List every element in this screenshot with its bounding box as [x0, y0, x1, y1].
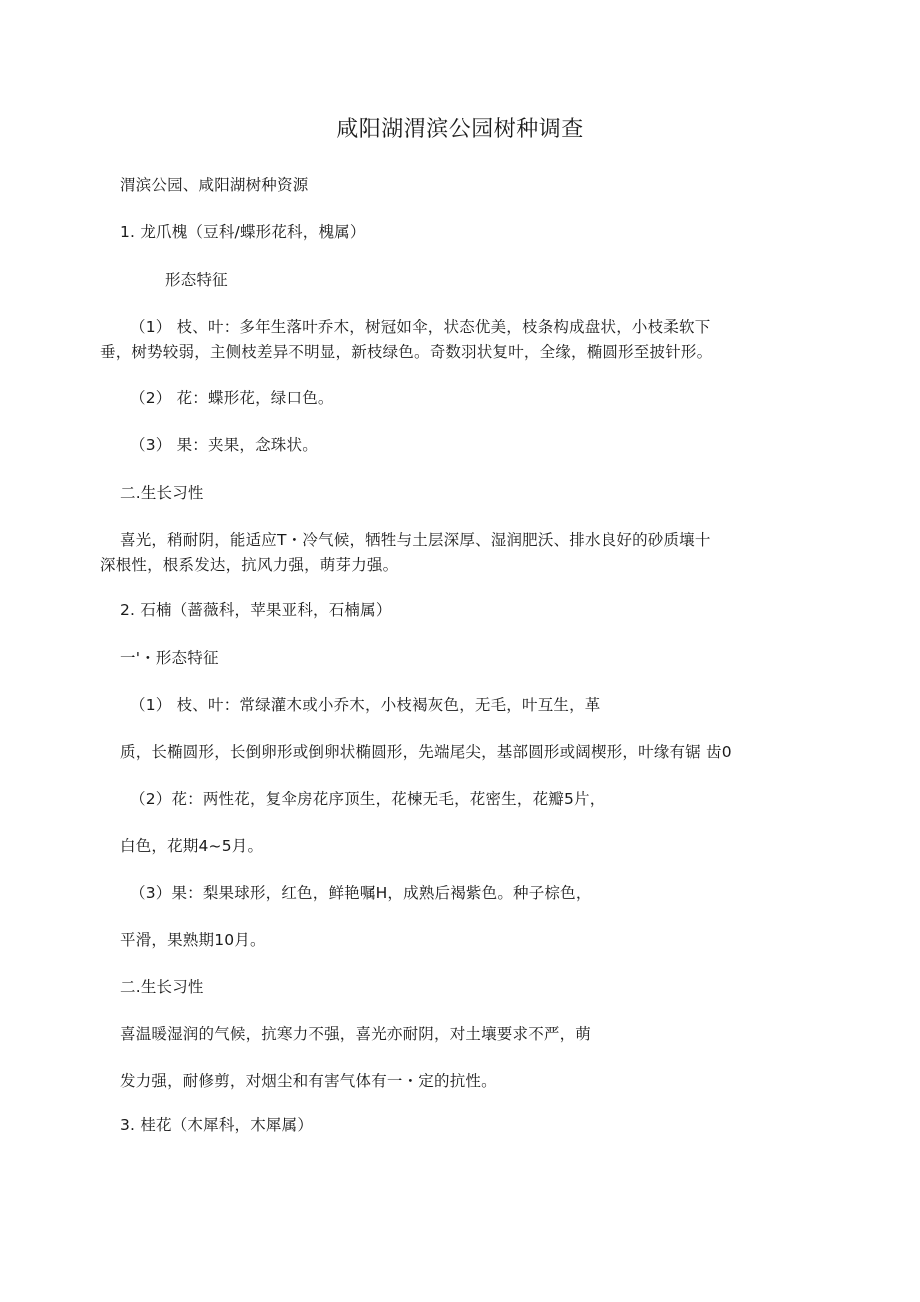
paragraph-line: 喜温暖湿润的气候，抗寒力不强，喜光亦耐阴，对土壤要求不严，萌: [120, 1025, 592, 1043]
paragraph-line: （3） 果：夹果，念珠状。: [130, 436, 318, 454]
species-heading-2: 2. 石楠（蔷薇科，苹果亚科，石楠属）: [120, 601, 392, 619]
paragraph-line: （3）果：梨果球形，红色，鲜艳嘱H，成熟后褐紫色。种子棕色，: [130, 884, 592, 902]
paragraph-line: 平滑，果熟期10月。: [120, 931, 266, 949]
section-heading-growth: 二.生长习性: [120, 484, 204, 502]
document-title: 咸阳湖渭滨公园树种调查: [336, 117, 584, 142]
species-heading-3: 3. 桂花（木犀科，木犀属）: [120, 1116, 314, 1134]
paragraph-line: （2）花：两性花，复伞房花序顶生，花楝无毛，花密生，花瓣5片，: [130, 790, 606, 808]
paragraph-line: （2） 花：蝶形花，绿口色。: [130, 389, 334, 407]
section-heading-morphology: 一'・形态特征: [120, 649, 219, 667]
intro-line: 渭滨公园、咸阳湖树种资源: [120, 176, 309, 194]
paragraph-line: 质，长椭圆形，长倒卵形或倒卵状椭圆形，先端尾尖，基部圆形或阔楔形，叶缘有锯 齿0: [120, 743, 732, 761]
paragraph-line: 喜光，稍耐阴，能适应T・冷气候，牺牲与土层深厚、湿润肥沃、排水良好的砂质壤十: [120, 531, 711, 549]
paragraph-line: 发力强，耐修剪，对烟尘和有害气体有一・定的抗性。: [120, 1072, 497, 1090]
paragraph-line: （1） 枝、叶：常绿灌木或小乔木，小枝褐灰色，无毛，叶互生，革: [130, 696, 601, 714]
section-heading-growth: 二.生长习性: [120, 978, 204, 996]
section-heading-morphology: 形态特征: [165, 271, 228, 289]
paragraph-line: 白色，花期4~5月。: [120, 837, 264, 855]
paragraph-line: 深根性，根系发达，抗风力强，萌芽力强。: [100, 556, 399, 574]
paragraph-line: （1） 枝、叶：多年生落叶乔木，树冠如伞，状态优美，枝条构成盘状，小枝柔软下: [130, 318, 711, 336]
species-heading-1: 1. 龙爪槐（豆科/蝶形花科，槐属）: [120, 223, 366, 241]
paragraph-line: 垂，树势较弱，主侧枝差异不明显，新枝绿色。奇数羽状复叶，全缘，椭圆形至披针形。: [100, 343, 713, 361]
